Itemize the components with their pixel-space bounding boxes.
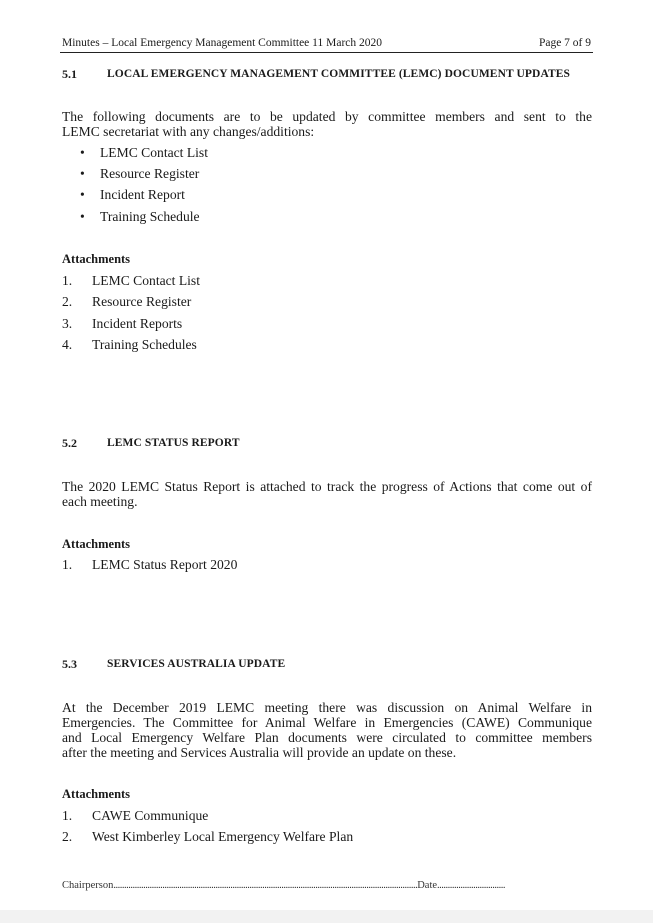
attachment-item: 2. West Kimberley Local Emergency Welfare Plan	[62, 829, 354, 844]
section-5-2-number: 5.2	[62, 436, 77, 450]
list-item	[80, 187, 185, 203]
section-5-2-para-line-2: each meeting.	[62, 494, 138, 509]
section-5-1-attachments-heading: Attachments	[62, 252, 131, 266]
bullet-label: Resource Register	[100, 166, 200, 181]
attachment-item: 1. LEMC Status Report 2020	[62, 557, 238, 572]
bullet-icon: •	[80, 166, 85, 181]
chairperson-signature-line: ...............................................................................................................................................	[113, 880, 418, 891]
page-number: Page 7 of 9	[538, 37, 591, 49]
header-divider	[60, 52, 593, 53]
attachment-item: 1. LEMC Contact List	[62, 273, 200, 288]
section-5-1-title: LOCAL EMERGENCY MANAGEMENT COMMITTEE (LEMC) DOCUMENT UPDATES	[107, 68, 571, 80]
date-signature-line: ................................	[437, 880, 506, 891]
section-5-2-attachments-heading: Attachments	[62, 537, 131, 551]
bullet-label: Training Schedule	[100, 209, 200, 224]
section-5-2-title: LEMC STATUS REPORT	[107, 437, 240, 449]
section-5-3-para-line-4: after the meeting and Services Australia will provide an update on these.	[62, 745, 457, 760]
attachment-item: 4. Training Schedules	[62, 337, 197, 352]
section-5-1-number: 5.1	[62, 67, 77, 81]
page-header-title: Minutes – Local Emergency Management Committee 11 March 2020	[62, 37, 383, 49]
section-5-3-number: 5.3	[62, 657, 77, 671]
section-5-3-para-line-3: and Local Emergency Welfare Plan documents were circulated to committee members	[62, 730, 592, 745]
bullet-icon: •	[80, 145, 85, 160]
page-bottom-edge	[0, 910, 653, 923]
section-5-1-para-line-2: LEMC secretariat with any changes/additions:	[62, 124, 315, 139]
section-5-1-para-line-1: The following documents are to be updated by committee members and sent to the	[62, 109, 592, 124]
signature-footer	[62, 880, 505, 891]
bullet-label: LEMC Contact List	[100, 145, 208, 160]
bullet-icon: •	[80, 209, 85, 224]
bullet-label: Incident Report	[100, 187, 185, 202]
section-5-3-para-line-2: Emergencies. The Committee for Animal Welfare in Emergencies (CAWE) Communique	[62, 715, 592, 730]
attachment-item: 2. Resource Register	[62, 294, 192, 309]
list-item	[80, 145, 208, 161]
section-5-3-para-line-1: At the December 2019 LEMC meeting there was discussion on Animal Welfare in	[62, 700, 592, 715]
list-item	[80, 166, 199, 182]
attachment-item: 3. Incident Reports	[62, 316, 183, 331]
section-5-2-para-line-1: The 2020 LEMC Status Report is attached to track the progress of Actions that come out of	[62, 479, 592, 494]
attachment-item: 1. CAWE Communique	[62, 808, 209, 823]
section-5-3-title: SERVICES AUSTRALIA UPDATE	[107, 658, 286, 670]
chairperson-label: Chairperson	[62, 880, 114, 891]
section-5-3-attachments-heading: Attachments	[62, 787, 131, 801]
date-label: Date	[417, 880, 438, 891]
list-item	[80, 209, 200, 225]
bullet-icon: •	[80, 187, 85, 202]
